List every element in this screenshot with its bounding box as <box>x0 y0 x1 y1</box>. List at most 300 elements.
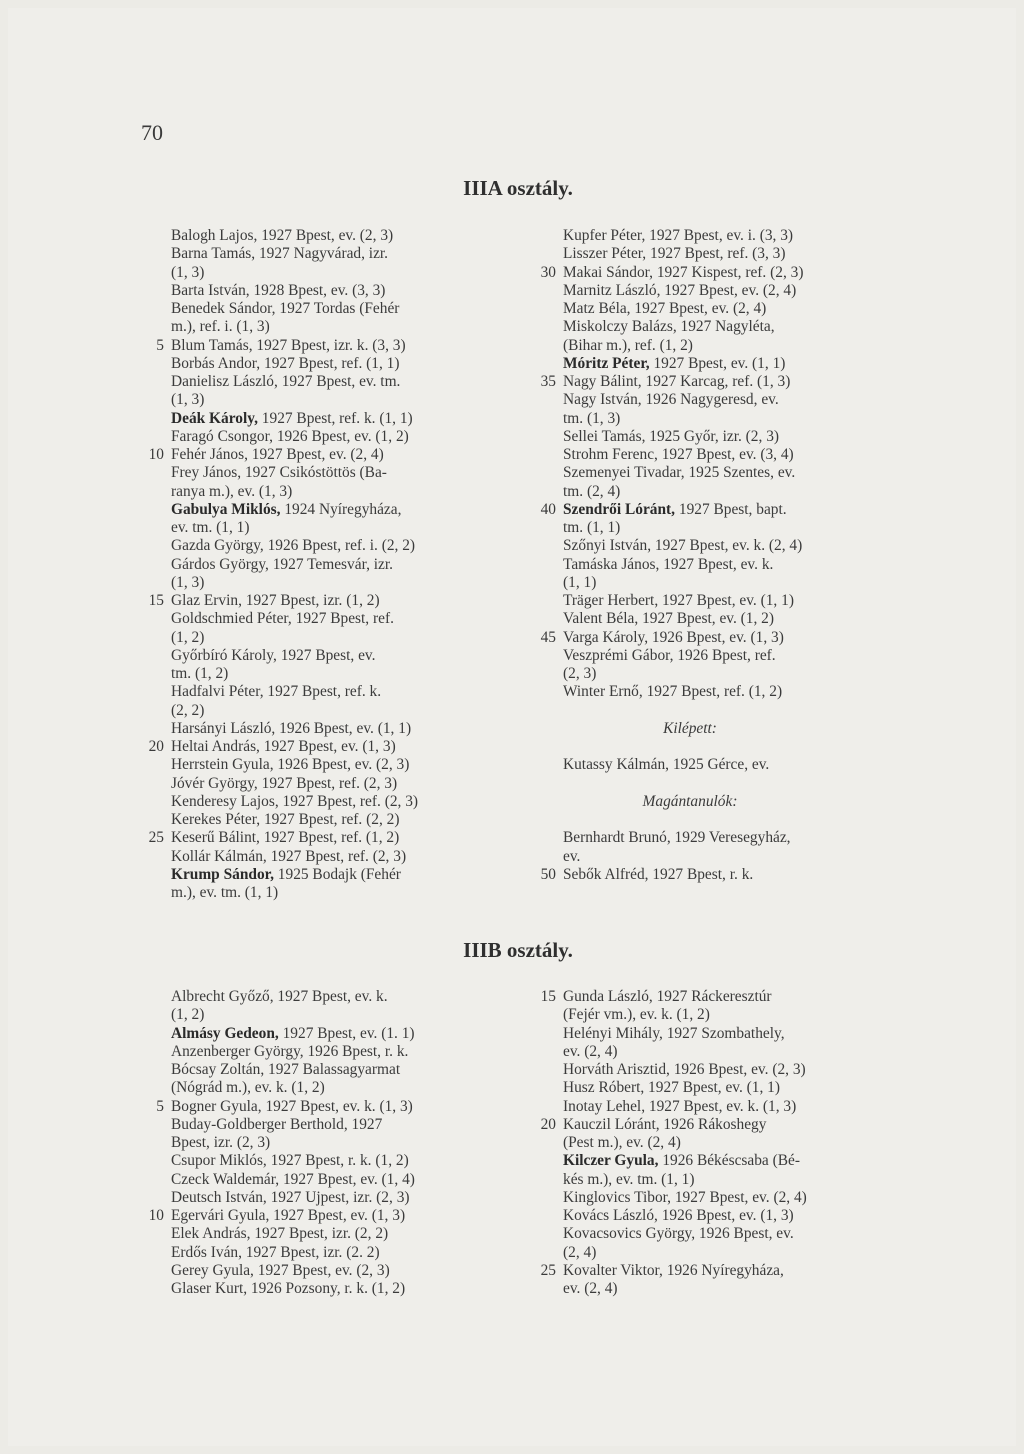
list-item <box>520 556 860 574</box>
entry-details: Marnitz László, 1927 Bpest, ev. (2, 4) <box>563 281 797 299</box>
entry-name-bold: Deák Károly, <box>171 409 258 427</box>
list-item <box>128 1189 508 1207</box>
entry-details: (1, 1) <box>563 573 597 591</box>
entry-details: Kauczil Lóránt, 1926 Rákoshegy <box>563 1115 767 1133</box>
list-item <box>520 1152 900 1170</box>
entry-details: Győrbíró Károly, 1927 Bpest, ev. <box>171 646 376 664</box>
line-number: 50 <box>540 865 556 883</box>
entry-text <box>563 1079 780 1097</box>
entry-details: tm. (1, 2) <box>171 665 229 682</box>
list-item <box>128 1025 508 1043</box>
iiia-right-column <box>520 227 860 884</box>
entry-details: m.), ref. i. (1, 3) <box>171 318 270 336</box>
section-title-iiia: IIIA osztály. <box>463 176 573 200</box>
entry-details: Kutassy Kálmán, 1925 Gérce, ev. <box>563 756 770 774</box>
entry-text <box>563 1061 806 1079</box>
entry-details: m.), ev. tm. (1, 1) <box>171 884 279 901</box>
entry-details: Makai Sándor, 1927 Kispest, ref. (2, 3) <box>563 263 804 281</box>
entry-details: Husz Róbert, 1927 Bpest, ev. (1, 1) <box>563 1079 781 1097</box>
list-item <box>128 501 468 519</box>
list-item <box>520 629 860 647</box>
entry-details: Barta István, 1928 Bpest, ev. (3, 3) <box>171 281 386 299</box>
list-item <box>128 1262 508 1280</box>
entry-text <box>171 647 375 665</box>
entry-details: (Fejér vm.), ev. k. (1, 2) <box>563 1006 710 1024</box>
entry-details: Strohm Ferenc, 1927 Bpest, ev. (3, 4) <box>563 446 794 463</box>
entry-details: 1927 Bpest, ref. k. (1, 1) <box>261 409 413 427</box>
list-item <box>520 1061 900 1079</box>
list-item <box>128 720 468 738</box>
entry-text <box>171 264 204 282</box>
list-item <box>128 318 468 336</box>
subheading-text: Kilépett: <box>663 719 717 737</box>
entry-text <box>563 1189 807 1207</box>
entry-text <box>563 355 785 373</box>
list-item <box>128 665 468 683</box>
list-item <box>520 1207 900 1225</box>
list-item <box>128 574 468 592</box>
entry-details: 1926 Békéscsaba (Bé- <box>662 1152 800 1170</box>
list-item <box>520 610 860 628</box>
list-item <box>520 300 860 318</box>
entry-text <box>171 446 384 464</box>
entry-details: Sebők Alfréd, 1927 Bpest, r. k. <box>563 865 754 883</box>
entry-text <box>563 574 596 592</box>
entry-details: Kovács László, 1926 Bpest, ev. (1, 3) <box>563 1207 794 1224</box>
entry-details: Sellei Tamás, 1925 Győr, izr. (2, 3) <box>563 427 780 445</box>
entry-text <box>171 793 418 811</box>
entry-text <box>563 1025 785 1043</box>
entry-text <box>171 775 397 793</box>
entry-details: Anzenberger György, 1926 Bpest, r. k. <box>171 1042 409 1060</box>
list-item <box>128 1116 508 1134</box>
entry-details: (1, 2) <box>171 628 205 646</box>
entry-text <box>171 391 204 409</box>
entry-text <box>563 665 596 683</box>
list-item <box>128 391 468 409</box>
list-item <box>520 446 860 464</box>
entry-text <box>171 464 387 482</box>
entry-text <box>563 647 776 665</box>
entry-text <box>563 464 795 482</box>
list-item <box>128 811 468 829</box>
list-item <box>520 1262 900 1280</box>
entry-details: ev. <box>563 847 581 865</box>
entry-details: Balogh Lajos, 1927 Bpest, ev. (2, 3) <box>171 227 394 244</box>
entry-text <box>171 610 394 628</box>
entry-text <box>171 1006 204 1024</box>
entry-text <box>563 318 775 336</box>
entry-text <box>563 245 786 263</box>
entry-text <box>563 988 772 1006</box>
iiib-right-column <box>520 988 900 1298</box>
entry-details: Tamáska János, 1927 Bpest, ev. k. <box>563 555 774 573</box>
list-item <box>520 1189 900 1207</box>
list-item <box>520 683 860 701</box>
entry-text <box>171 355 400 373</box>
list-item <box>520 756 860 774</box>
line-number: 35 <box>540 373 556 390</box>
entry-details: Herrstein Gyula, 1926 Bpest, ev. (2, 3) <box>171 756 410 774</box>
list-item <box>128 300 468 318</box>
entry-text <box>563 1043 618 1061</box>
list-item <box>520 264 860 282</box>
entry-details: Jóvér György, 1927 Bpest, ref. (2, 3) <box>171 774 398 792</box>
entry-text <box>563 373 790 391</box>
entry-text <box>171 738 396 756</box>
list-item <box>128 1079 508 1097</box>
list-item <box>128 1171 508 1189</box>
entry-details: Kovacsovics György, 1926 Bpest, ev. <box>563 1225 794 1243</box>
entry-text <box>563 683 782 701</box>
entry-text <box>171 702 204 720</box>
list-item <box>520 665 860 683</box>
entry-details: Albrecht Győző, 1927 Bpest, ev. k. <box>171 988 388 1005</box>
list-item <box>128 464 468 482</box>
entry-details: 1927 Bpest, ev. (1. 1) <box>282 1024 415 1042</box>
list-item <box>128 829 468 847</box>
entry-text <box>171 720 411 738</box>
entry-text <box>171 683 381 701</box>
entry-details: Veszprémi Gábor, 1926 Bpest, ref. <box>563 646 776 664</box>
entry-details: ev. (2, 4) <box>563 1280 618 1297</box>
entry-name-bold: Szendrői Lóránt, <box>563 500 676 518</box>
entry-details: Varga Károly, 1926 Bpest, ev. (1, 3) <box>563 628 784 646</box>
entry-text <box>171 866 401 884</box>
entry-details: Goldschmied Péter, 1927 Bpest, ref. <box>171 610 394 628</box>
line-number: 30 <box>540 263 556 281</box>
list-item <box>520 483 860 501</box>
list-item <box>128 775 468 793</box>
entry-details: Buday-Goldberger Berthold, 1927 <box>171 1115 383 1133</box>
entry-details: Czeck Waldemár, 1927 Bpest, ev. (1, 4) <box>171 1170 415 1188</box>
list-item <box>520 391 860 409</box>
entry-text <box>563 1225 794 1243</box>
entry-text <box>563 282 796 300</box>
list-item <box>520 501 860 519</box>
entry-text <box>171 665 228 683</box>
entry-details: 1927 Bpest, bapt. <box>678 500 787 518</box>
entry-text <box>563 391 779 409</box>
list-item <box>520 318 860 336</box>
list-item <box>128 1006 508 1024</box>
entry-text <box>171 1134 270 1152</box>
entry-text <box>563 537 802 555</box>
list-item <box>128 355 468 373</box>
line-number: 10 <box>148 1207 164 1224</box>
entry-details: (Bihar m.), ref. (1, 2) <box>563 336 693 354</box>
entry-text <box>171 1079 325 1097</box>
list-item <box>128 446 468 464</box>
entry-details: Nagy István, 1926 Nagygeresd, ev. <box>563 391 779 409</box>
list-item <box>520 1244 900 1262</box>
entry-text <box>563 264 803 282</box>
entry-details: Bernhardt Brunó, 1929 Veresegyház, <box>563 829 791 847</box>
entry-details: Kovalter Viktor, 1926 Nyíregyháza, <box>563 1261 784 1279</box>
entry-text <box>171 318 270 336</box>
list-item <box>128 1061 508 1079</box>
list-item <box>520 282 860 300</box>
list-item <box>128 245 468 263</box>
entry-text <box>563 1280 618 1298</box>
list-item <box>520 464 860 482</box>
line-number: 20 <box>540 1115 556 1133</box>
list-item <box>128 610 468 628</box>
list-item <box>520 1134 900 1152</box>
entry-details: (1, 3) <box>171 391 205 409</box>
list-item <box>128 756 468 774</box>
entry-details: Erdős Iván, 1927 Bpest, izr. (2. 2) <box>171 1243 380 1261</box>
list-item <box>128 373 468 391</box>
entry-details: Borbás Andor, 1927 Bpest, ref. (1, 1) <box>171 354 400 372</box>
entry-text <box>563 446 794 464</box>
entry-details: Blum Tamás, 1927 Bpest, izr. k. (3, 3) <box>171 336 406 354</box>
entry-details: Elek András, 1927 Bpest, izr. (2, 2) <box>171 1225 389 1243</box>
entry-details: Nagy Bálint, 1927 Karcag, ref. (1, 3) <box>563 373 791 390</box>
list-item <box>520 848 860 866</box>
entry-text <box>563 1116 766 1134</box>
entry-text <box>171 1171 415 1189</box>
section-title-iiib: IIIB osztály. <box>463 938 573 962</box>
line-number: 10 <box>148 446 164 463</box>
entry-text <box>171 537 415 555</box>
entry-details: Benedek Sándor, 1927 Tordas (Fehér <box>171 300 400 317</box>
list-item <box>520 519 860 537</box>
entry-text <box>171 227 393 245</box>
entry-details: (1, 2) <box>171 1006 205 1024</box>
entry-details: (1, 3) <box>171 263 205 281</box>
list-item <box>128 793 468 811</box>
entry-text <box>171 811 399 829</box>
entry-text <box>171 829 399 847</box>
entry-text <box>563 592 794 610</box>
entry-details: Gerey Gyula, 1927 Bpest, ev. (2, 3) <box>171 1261 390 1279</box>
entry-name-bold: Almásy Gedeon, <box>171 1024 279 1042</box>
entry-text <box>171 1189 410 1207</box>
entry-details: Barna Tamás, 1927 Nagyvárad, izr. <box>171 245 389 263</box>
entry-text <box>563 829 791 847</box>
entry-details: Horváth Arisztid, 1926 Bpest, ev. (2, 3) <box>563 1061 806 1078</box>
entry-name-bold: Kilczer Gyula, <box>563 1152 659 1170</box>
line-number: 5 <box>156 1097 164 1115</box>
entry-details: Träger Herbert, 1927 Bpest, ev. (1, 1) <box>563 592 794 609</box>
list-item <box>520 1079 900 1097</box>
entry-details: ranya m.), ev. (1, 3) <box>171 482 293 500</box>
line-number: 15 <box>148 592 164 609</box>
entry-details: (1, 3) <box>171 573 205 591</box>
list-item <box>520 227 860 245</box>
entry-text <box>563 519 620 537</box>
entry-text <box>171 592 380 610</box>
entry-text <box>563 300 766 318</box>
entry-details: Kollár Kálmán, 1927 Bpest, ref. (2, 3) <box>171 847 407 865</box>
entry-details: Danielisz László, 1927 Bpest, ev. tm. <box>171 373 401 390</box>
list-item <box>520 1098 900 1116</box>
list-item <box>520 1006 900 1024</box>
list-item <box>520 1043 900 1061</box>
list-item <box>128 483 468 501</box>
entry-text <box>171 337 406 355</box>
spacer <box>520 738 860 756</box>
subheading <box>520 720 860 738</box>
entry-text <box>171 1244 380 1262</box>
page-number: 70 <box>141 120 163 145</box>
list-item <box>520 574 860 592</box>
list-item <box>520 647 860 665</box>
list-item <box>520 1225 900 1243</box>
entry-details: Csupor Miklós, 1927 Bpest, r. k. (1, 2) <box>171 1152 409 1170</box>
entry-text <box>171 300 399 318</box>
list-item <box>128 227 468 245</box>
entry-text <box>563 1244 596 1262</box>
entry-details: Kupfer Péter, 1927 Bpest, ev. i. (3, 3) <box>563 227 794 244</box>
list-item <box>128 1207 508 1225</box>
list-item <box>128 282 468 300</box>
list-item <box>128 866 468 884</box>
list-item <box>520 1171 900 1189</box>
subheading <box>520 793 860 811</box>
entry-name-bold: Krump Sándor, <box>171 865 274 883</box>
entry-details: Szőnyi István, 1927 Bpest, ev. k. (2, 4) <box>563 537 803 555</box>
entry-text <box>563 1134 681 1152</box>
entry-text <box>171 988 388 1006</box>
entry-details: (Pest m.), ev. (2, 4) <box>563 1134 681 1151</box>
list-item <box>520 1116 900 1134</box>
entry-details: ev. (2, 4) <box>563 1042 618 1060</box>
entry-details: Bogner Gyula, 1927 Bpest, ev. k. (1, 3) <box>171 1097 413 1115</box>
entry-details: Matz Béla, 1927 Bpest, ev. (2, 4) <box>563 300 767 317</box>
entry-details: (2, 3) <box>563 665 597 682</box>
entry-text <box>171 1116 382 1134</box>
entry-text <box>171 501 401 519</box>
line-number: 40 <box>540 500 556 518</box>
entry-text <box>563 556 773 574</box>
line-number: 25 <box>148 829 164 847</box>
entry-text <box>171 574 204 592</box>
iiib-left-column <box>128 988 508 1298</box>
entry-text <box>171 1025 415 1043</box>
entry-text <box>171 1098 413 1116</box>
entry-text <box>171 282 385 300</box>
entry-text <box>171 483 292 501</box>
entry-details: Bpest, izr. (2, 3) <box>171 1134 271 1151</box>
entry-details: (2, 2) <box>171 701 205 719</box>
entry-text <box>563 848 580 866</box>
list-item <box>128 1152 508 1170</box>
line-number: 45 <box>540 628 556 646</box>
list-item <box>128 556 468 574</box>
list-item <box>128 629 468 647</box>
list-item <box>128 1225 508 1243</box>
entry-details: Inotay Lehel, 1927 Bpest, ev. k. (1, 3) <box>563 1097 797 1115</box>
entry-details: Deutsch István, 1927 Ujpest, izr. (2, 3) <box>171 1188 410 1206</box>
entry-text <box>563 1152 800 1170</box>
entry-details: Hadfalvi Péter, 1927 Bpest, ref. k. <box>171 683 382 701</box>
entry-details: Helényi Mihály, 1927 Szombathely, <box>563 1024 785 1042</box>
entry-details: tm. (1, 3) <box>563 409 621 427</box>
list-item <box>128 988 508 1006</box>
spacer <box>520 702 860 720</box>
entry-text <box>171 1207 405 1225</box>
entry-details: Winter Ernő, 1927 Bpest, ref. (1, 2) <box>563 683 783 701</box>
entry-details: Gazda György, 1926 Bpest, ref. i. (2, 2) <box>171 537 416 555</box>
spacer <box>520 775 860 793</box>
entry-details: Heltai András, 1927 Bpest, ev. (1, 3) <box>171 738 396 755</box>
list-item <box>520 829 860 847</box>
entry-details: Frey János, 1927 Csikóstöttös (Ba- <box>171 464 387 482</box>
entry-text <box>171 884 278 902</box>
list-item <box>128 738 468 756</box>
line-number: 5 <box>156 336 164 354</box>
entry-details: (Nógrád m.), ev. k. (1, 2) <box>171 1079 325 1097</box>
entry-text <box>171 519 250 537</box>
entry-text <box>171 245 388 263</box>
entry-details: Gárdos György, 1927 Temesvár, izr. <box>171 555 393 573</box>
entry-details: Egervári Gyula, 1927 Bpest, ev. (1, 3) <box>171 1207 406 1224</box>
list-item <box>128 337 468 355</box>
list-item <box>520 1280 900 1298</box>
entry-text <box>171 848 406 866</box>
list-item <box>128 1043 508 1061</box>
list-item <box>128 428 468 446</box>
entry-details: Miskolczy Balázs, 1927 Nagyléta, <box>563 318 775 336</box>
list-item <box>520 537 860 555</box>
entry-text <box>171 756 409 774</box>
list-item <box>520 428 860 446</box>
list-item <box>128 1098 508 1116</box>
list-item <box>128 410 468 428</box>
entry-text <box>171 1152 409 1170</box>
entry-details: Keserű Bálint, 1927 Bpest, ref. (1, 2) <box>171 829 400 847</box>
entry-text <box>563 1098 796 1116</box>
list-item <box>128 519 468 537</box>
line-number: 20 <box>148 738 164 755</box>
entry-details: Faragó Csongor, 1926 Bpest, ev. (1, 2) <box>171 427 409 445</box>
entry-text <box>171 629 204 647</box>
entry-text <box>563 756 769 774</box>
entry-details: tm. (1, 1) <box>563 519 621 536</box>
list-item <box>520 337 860 355</box>
list-item <box>520 988 900 1006</box>
entry-text <box>563 501 787 519</box>
list-item <box>520 592 860 610</box>
list-item <box>128 1244 508 1262</box>
entry-text <box>563 610 774 628</box>
entry-text <box>563 428 779 446</box>
iiia-left-column <box>128 227 468 902</box>
entry-details: Fehér János, 1927 Bpest, ev. (2, 4) <box>171 446 384 463</box>
entry-text <box>563 629 784 647</box>
entry-text <box>171 373 400 391</box>
entry-details: Kerekes Péter, 1927 Bpest, ref. (2, 2) <box>171 811 400 828</box>
spacer <box>520 811 860 829</box>
entry-name-bold: Móritz Péter, <box>563 354 650 372</box>
entry-text <box>563 866 753 884</box>
entry-text <box>171 1043 408 1061</box>
line-number: 25 <box>540 1261 556 1279</box>
list-item <box>520 410 860 428</box>
entry-details: 1927 Bpest, ev. (1, 1) <box>653 354 786 372</box>
entry-details: Kenderesy Lajos, 1927 Bpest, ref. (2, 3) <box>171 792 419 810</box>
list-item <box>128 592 468 610</box>
entry-text <box>563 1207 794 1225</box>
list-item <box>128 647 468 665</box>
entry-text <box>171 428 409 446</box>
entry-details: Kinglovics Tibor, 1927 Bpest, ev. (2, 4) <box>563 1188 807 1206</box>
list-item <box>128 702 468 720</box>
entry-details: 1925 Bodajk (Fehér <box>277 865 401 883</box>
entry-name-bold: Gabulya Miklós, <box>171 500 281 518</box>
